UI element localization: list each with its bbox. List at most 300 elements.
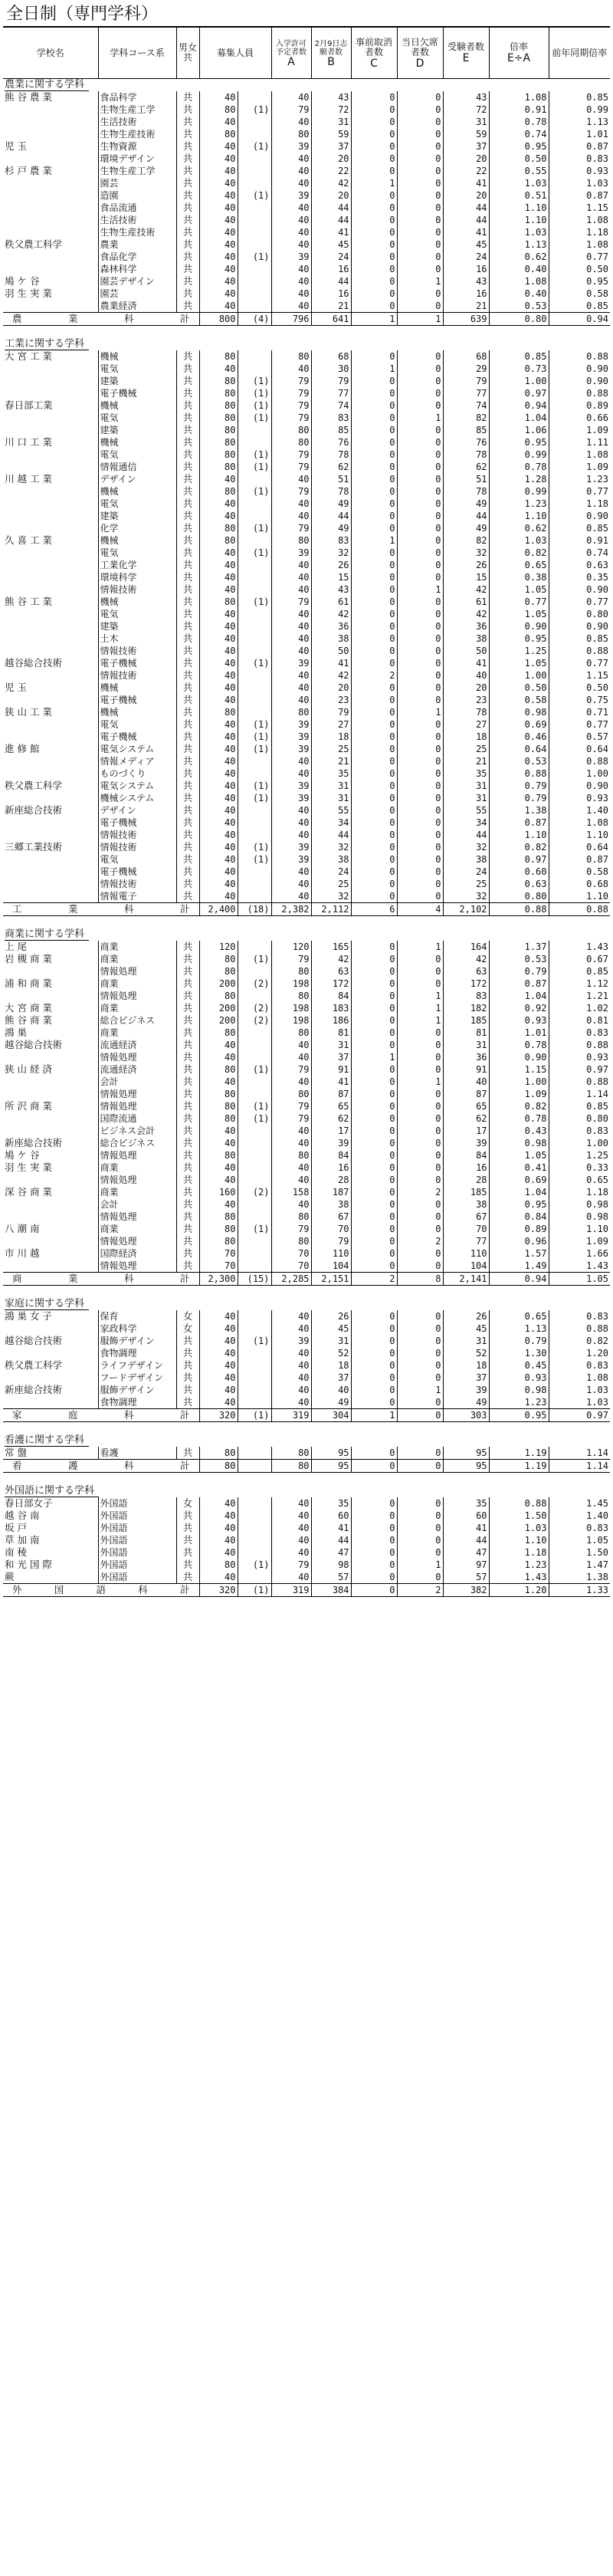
table-row: [3, 1039, 610, 1051]
col-b: 67: [311, 1211, 351, 1223]
course-name: 服飾デザイン: [98, 1384, 176, 1396]
school-name: [3, 214, 98, 226]
table-row: [3, 1174, 610, 1186]
ratio: 0.74: [489, 128, 549, 140]
col-b: 42: [311, 177, 351, 189]
sex: 共: [176, 202, 199, 214]
col-d: 0: [397, 300, 443, 313]
school-name: [3, 485, 98, 498]
prev-ratio: 0.88: [549, 903, 610, 916]
col-a: 40: [271, 263, 311, 275]
course-name: 機械: [98, 596, 176, 608]
school-name: 羽 生 実 業: [5, 288, 52, 299]
recruit: 80: [199, 424, 238, 436]
table-row: [3, 226, 610, 238]
section-title: 看護に関する学科: [5, 1434, 89, 1447]
col-d: 0: [397, 104, 443, 116]
ratio: 0.80: [489, 313, 549, 326]
school-name: [3, 263, 98, 275]
course-name: 電気システム: [98, 743, 176, 755]
col-c: 0: [351, 990, 397, 1002]
col-a: 40: [271, 620, 311, 632]
col-e: 38: [443, 1198, 489, 1211]
col-c: 0: [351, 816, 397, 829]
recruit-note: [238, 878, 271, 890]
recruit-note: [238, 300, 271, 313]
course-name: 機械: [98, 436, 176, 449]
sex: 共: [176, 1137, 199, 1149]
sex: 共: [176, 350, 199, 363]
table-row: [3, 731, 610, 743]
col-d: 0: [397, 1534, 443, 1546]
recruit: 80: [199, 522, 238, 534]
col-a: 40: [271, 1310, 311, 1322]
col-c: 0: [351, 1322, 397, 1335]
prev-ratio: 1.40: [549, 1510, 610, 1522]
col-e: 182: [443, 1002, 489, 1014]
sex: 共: [176, 682, 199, 694]
school-name: [3, 1051, 98, 1063]
recruit: 80: [199, 1100, 238, 1112]
col-e: 37: [443, 1372, 489, 1384]
recruit: 80: [199, 1223, 238, 1235]
col-e: 84: [443, 1149, 489, 1162]
course-name: 電気: [98, 498, 176, 510]
col-d: 1: [397, 941, 443, 953]
ratio: 1.13: [489, 1322, 549, 1335]
recruit-note: [238, 177, 271, 189]
course-name: 生物生産工学: [98, 104, 176, 116]
col-a: 80: [271, 1211, 311, 1223]
course-name: 情報処理: [98, 1088, 176, 1100]
recruit: 40: [199, 214, 238, 226]
col-a: 40: [271, 238, 311, 251]
col-d: 2: [397, 1186, 443, 1198]
sex: 共: [176, 461, 199, 473]
table-row: [3, 853, 610, 866]
table-row: [3, 1162, 610, 1174]
recruit: 40: [199, 853, 238, 866]
prev-ratio: 0.77: [549, 596, 610, 608]
recruit-note: (1): [238, 953, 271, 965]
col-a: 79: [271, 375, 311, 387]
ratio: 0.97: [489, 853, 549, 866]
ratio: 1.10: [489, 1534, 549, 1546]
col-d: 0: [397, 632, 443, 645]
table-row: [3, 1051, 610, 1063]
recruit-note: [238, 990, 271, 1002]
recruit: 40: [199, 1051, 238, 1063]
school-name: 上 尾: [5, 941, 27, 952]
ratio: 0.79: [489, 965, 549, 978]
col-a: 80: [271, 706, 311, 718]
course-name: 商業: [98, 1002, 176, 1014]
recruit-note: [238, 165, 271, 177]
prev-ratio: 1.20: [549, 1347, 610, 1359]
col-a: 40: [271, 1322, 311, 1335]
recruit-note: [238, 1027, 271, 1039]
table-row: [3, 1100, 610, 1112]
col-d: 0: [397, 841, 443, 853]
section-title: 外国語に関する学科: [5, 1485, 99, 1497]
col-d: 0: [397, 792, 443, 804]
col-a: 40: [271, 1534, 311, 1546]
sex: 共: [176, 816, 199, 829]
recruit-note: [238, 1174, 271, 1186]
prev-ratio: 1.08: [549, 238, 610, 251]
col-d: 1: [397, 275, 443, 288]
col-d: 0: [397, 866, 443, 878]
prev-ratio: 0.80: [549, 1112, 610, 1125]
prev-ratio: 0.98: [549, 1211, 610, 1223]
recruit-note: [238, 350, 271, 363]
sex: 共: [176, 300, 199, 313]
col-b: 65: [311, 1100, 351, 1112]
sex: 共: [176, 780, 199, 792]
col-b: 40: [311, 1384, 351, 1396]
recruit: 40: [199, 165, 238, 177]
sex: 共: [176, 275, 199, 288]
recruit: 80: [199, 1149, 238, 1162]
sex: 共: [176, 559, 199, 571]
course-name: 電子機械: [98, 731, 176, 743]
prev-ratio: 1.05: [549, 1534, 610, 1546]
ratio: 1.28: [489, 473, 549, 485]
col-b: 641: [311, 313, 351, 326]
col-a: 40: [271, 816, 311, 829]
col-c: 1: [351, 313, 397, 326]
section-gap: [3, 1286, 610, 1299]
course-name: 電子機械: [98, 657, 176, 669]
recruit-note: (4): [238, 313, 271, 326]
ratio: 0.60: [489, 866, 549, 878]
sex: 共: [176, 890, 199, 903]
school-name: [3, 1347, 98, 1359]
col-c: 0: [351, 238, 397, 251]
col-b: 24: [311, 251, 351, 263]
table-row: [3, 866, 610, 878]
col-b: 41: [311, 1522, 351, 1534]
school-name: [3, 412, 98, 424]
table-row: [3, 645, 610, 657]
course-name: 電気: [98, 363, 176, 375]
recruit: 40: [199, 91, 238, 104]
sex: 共: [176, 436, 199, 449]
table-row: [3, 1322, 610, 1335]
col-e: 34: [443, 816, 489, 829]
recruit-note: (1): [238, 1063, 271, 1076]
col-c: 0: [351, 1260, 397, 1273]
col-a: 80: [271, 965, 311, 978]
table-row: [3, 1223, 610, 1235]
recruit: 40: [199, 1137, 238, 1149]
school-name: [3, 510, 98, 522]
table-row: [3, 669, 610, 682]
recruit-note: [238, 363, 271, 375]
course-name: 電子機械: [98, 387, 176, 399]
col-a: 40: [271, 1522, 311, 1534]
ratio: 0.63: [489, 878, 549, 890]
recruit-note: [238, 1396, 271, 1409]
table-row: [3, 1002, 610, 1014]
sex: 共: [176, 1149, 199, 1162]
school-name: 和 光 国 際: [5, 1559, 52, 1570]
sex: 共: [176, 1063, 199, 1076]
ratio: 1.10: [489, 510, 549, 522]
col-b: 39: [311, 1137, 351, 1149]
school-name: 秩父農工科学: [5, 238, 63, 250]
recruit: 40: [199, 473, 238, 485]
col-c: 0: [351, 1162, 397, 1174]
col-b: 16: [311, 263, 351, 275]
prev-ratio: 1.23: [549, 473, 610, 485]
sex: 共: [176, 1174, 199, 1186]
prev-ratio: 0.33: [549, 1162, 610, 1174]
recruit-note: (1): [238, 718, 271, 731]
school-name: 大 宮 商 業: [5, 1002, 52, 1014]
col-e: 41: [443, 1522, 489, 1534]
table-row: [3, 657, 610, 669]
course-name: 外国語: [98, 1546, 176, 1559]
col-e: 18: [443, 731, 489, 743]
ratio: 0.78: [489, 1039, 549, 1051]
header-col-a: 入学許可予定者数 A: [271, 27, 311, 79]
col-b: 15: [311, 571, 351, 583]
ratio: 1.43: [489, 1571, 549, 1584]
prev-ratio: 0.85: [549, 1100, 610, 1112]
course-name: 機械: [98, 399, 176, 412]
col-e: 32: [443, 547, 489, 559]
col-c: 0: [351, 498, 397, 510]
col-b: 18: [311, 731, 351, 743]
col-d: 2: [397, 1235, 443, 1247]
school-name: 進 修 館: [5, 743, 40, 754]
recruit: 40: [199, 682, 238, 694]
col-c: 0: [351, 890, 397, 903]
table-row: [3, 583, 610, 596]
col-d: 0: [397, 1522, 443, 1534]
school-name: [3, 829, 98, 841]
table-row: [3, 694, 610, 706]
sex: 共: [176, 473, 199, 485]
prev-ratio: 1.38: [549, 1571, 610, 1584]
col-c: 0: [351, 104, 397, 116]
recruit-note: [238, 706, 271, 718]
col-c: 0: [351, 841, 397, 853]
col-c: 0: [351, 485, 397, 498]
col-a: 40: [271, 645, 311, 657]
ratio: 0.51: [489, 189, 549, 202]
table-row: [3, 941, 610, 953]
col-c: 6: [351, 903, 397, 916]
course-name: デザイン: [98, 804, 176, 816]
sex: 共: [176, 965, 199, 978]
col-d: 0: [397, 1088, 443, 1100]
recruit: 80: [199, 1112, 238, 1125]
school-name: [3, 1235, 98, 1247]
prev-ratio: 1.03: [549, 1384, 610, 1396]
recruit-note: [238, 226, 271, 238]
prev-ratio: 0.81: [549, 1014, 610, 1027]
col-d: 0: [397, 1051, 443, 1063]
course-name: 商業: [98, 941, 176, 953]
table-row: [3, 485, 610, 498]
col-a: 40: [271, 632, 311, 645]
ratio: 0.78: [489, 1112, 549, 1125]
section-heading: [3, 1485, 610, 1497]
col-a: 40: [271, 510, 311, 522]
col-b: 98: [311, 1559, 351, 1571]
ratio: 1.06: [489, 424, 549, 436]
col-e: 78: [443, 449, 489, 461]
sex: 共: [176, 1051, 199, 1063]
course-name: 情報処理: [98, 1235, 176, 1247]
sex: 共: [176, 583, 199, 596]
col-a: 40: [271, 288, 311, 300]
course-name: 建築: [98, 424, 176, 436]
recruit-note: [238, 767, 271, 780]
recruit: 40: [199, 1347, 238, 1359]
recruit: 40: [199, 694, 238, 706]
school-name: [3, 669, 98, 682]
col-c: 0: [351, 706, 397, 718]
recruit-note: (1): [238, 1112, 271, 1125]
prev-ratio: 1.03: [549, 1396, 610, 1409]
col-c: 0: [351, 632, 397, 645]
col-a: 2,382: [271, 903, 311, 916]
recruit-note: (1): [238, 792, 271, 804]
recruit-note: [238, 91, 271, 104]
sex: 共: [176, 485, 199, 498]
recruit: 40: [199, 1571, 238, 1584]
prev-ratio: 0.85: [549, 965, 610, 978]
sex: 共: [176, 534, 199, 547]
col-b: 20: [311, 153, 351, 165]
prev-ratio: 1.14: [549, 1447, 610, 1460]
table-row: [3, 978, 610, 990]
col-a: 39: [271, 657, 311, 669]
col-d: 1: [397, 1384, 443, 1396]
col-e: 20: [443, 682, 489, 694]
col-d: 0: [397, 890, 443, 903]
table-row: [3, 1260, 610, 1273]
recruit-note: (1): [238, 485, 271, 498]
recruit-note: [238, 214, 271, 226]
col-d: 0: [397, 1497, 443, 1510]
col-a: 80: [271, 128, 311, 140]
recruit: 40: [199, 718, 238, 731]
prev-ratio: 0.93: [549, 792, 610, 804]
header-school: 学校名: [3, 27, 98, 79]
course-name: 園芸: [98, 177, 176, 189]
sex: 共: [176, 1546, 199, 1559]
sex: 共: [176, 1211, 199, 1223]
ratio: 1.50: [489, 1510, 549, 1522]
col-e: 72: [443, 104, 489, 116]
ratio: 0.89: [489, 1223, 549, 1235]
course-name: 電子機械: [98, 866, 176, 878]
prev-ratio: 1.10: [549, 829, 610, 841]
recruit-note: (1): [238, 399, 271, 412]
table-row: [3, 177, 610, 189]
recruit-note: [238, 1247, 271, 1260]
recruit: 40: [199, 829, 238, 841]
prev-ratio: 0.83: [549, 1125, 610, 1137]
col-b: 47: [311, 1546, 351, 1559]
col-c: 0: [351, 1063, 397, 1076]
col-c: 0: [351, 1559, 397, 1571]
school-name: [3, 189, 98, 202]
col-b: 35: [311, 767, 351, 780]
col-e: 104: [443, 1260, 489, 1273]
table-row: [3, 804, 610, 816]
table-row: [3, 1497, 610, 1510]
table-row: [3, 1027, 610, 1039]
table-row: [3, 780, 610, 792]
col-c: 0: [351, 731, 397, 743]
col-e: 59: [443, 128, 489, 140]
table-row: [3, 1186, 610, 1198]
recruit: 80: [199, 104, 238, 116]
col-c: 0: [351, 399, 397, 412]
prev-ratio: 0.90: [549, 375, 610, 387]
col-d: 0: [397, 522, 443, 534]
table-row: [3, 1534, 610, 1546]
course-name: 情報処理: [98, 1100, 176, 1112]
course-name: 外国語: [98, 1571, 176, 1584]
ratio: 1.57: [489, 1247, 549, 1260]
section-title: 家庭に関する学科: [5, 1298, 89, 1310]
table-row: [3, 767, 610, 780]
col-d: 0: [397, 1063, 443, 1076]
sex: 共: [176, 1039, 199, 1051]
recruit: 80: [199, 965, 238, 978]
school-name: 春日部女子: [5, 1497, 53, 1509]
school-name: 鴻 巣 女 子: [5, 1310, 52, 1322]
prev-ratio: 0.95: [549, 275, 610, 288]
prev-ratio: 1.14: [549, 1460, 610, 1473]
school-name: [3, 375, 98, 387]
col-b: 32: [311, 841, 351, 853]
recruit: 40: [199, 1335, 238, 1347]
recruit: 40: [199, 1162, 238, 1174]
col-b: 23: [311, 694, 351, 706]
table-row: [3, 890, 610, 903]
ratio: 1.03: [489, 226, 549, 238]
recruit: 40: [199, 804, 238, 816]
col-b: 62: [311, 461, 351, 473]
recruit: 40: [199, 1396, 238, 1409]
col-e: 110: [443, 1247, 489, 1260]
table-row: [3, 816, 610, 829]
col-c: 1: [351, 534, 397, 547]
col-e: 21: [443, 755, 489, 767]
col-c: 0: [351, 829, 397, 841]
col-a: 40: [271, 694, 311, 706]
school-name: [3, 792, 98, 804]
prev-ratio: 1.21: [549, 990, 610, 1002]
col-a: 40: [271, 890, 311, 903]
course-name: 機械: [98, 485, 176, 498]
col-b: 42: [311, 608, 351, 620]
recruit-note: (1): [238, 780, 271, 792]
ratio: 0.85: [489, 350, 549, 363]
sex: 共: [176, 128, 199, 140]
col-e: 185: [443, 1014, 489, 1027]
sex: 共: [176, 1359, 199, 1372]
prev-ratio: 0.90: [549, 363, 610, 375]
recruit-note: [238, 816, 271, 829]
